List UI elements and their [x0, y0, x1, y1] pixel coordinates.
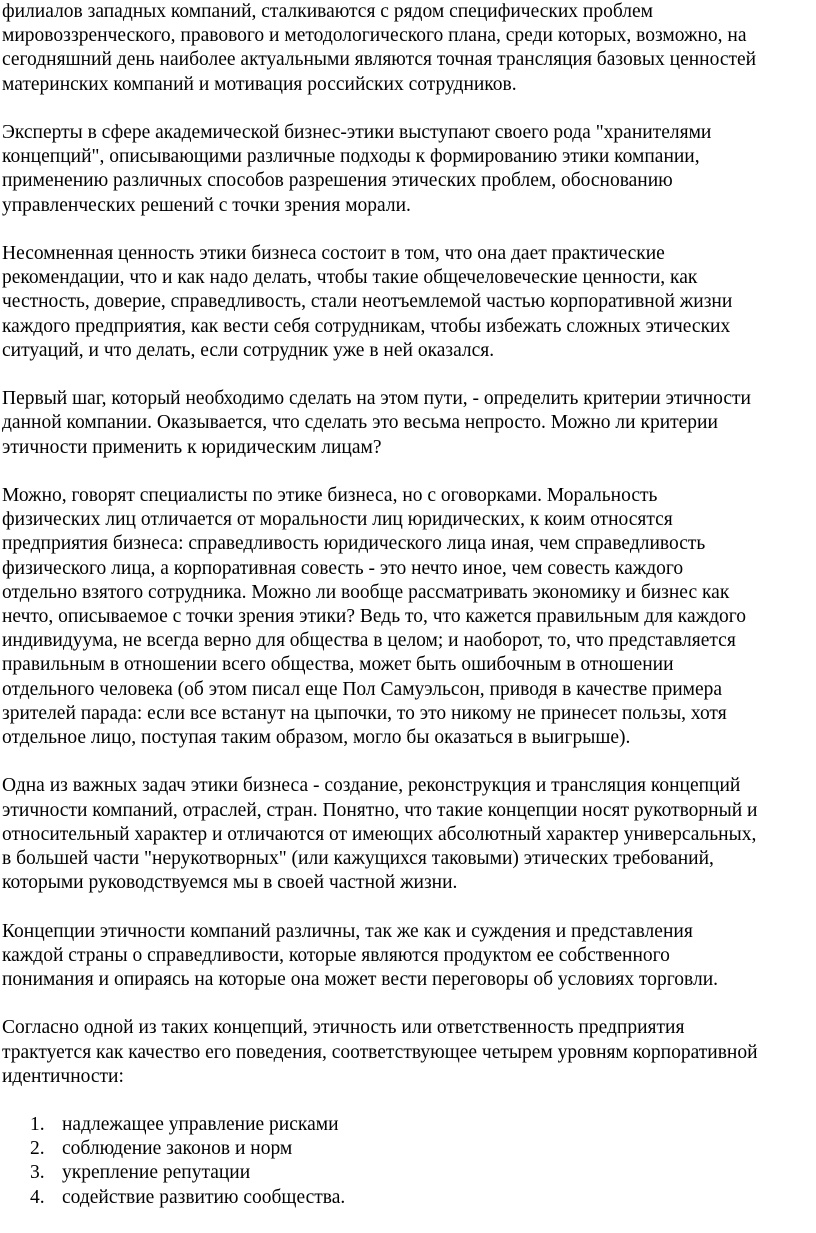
text-line: в большей части "нерукотворных" (или кажущихся таковыми) этических требований, [2, 848, 714, 870]
text-line: физических лиц отличается от моральности лиц юридических, к коим относятся [2, 509, 673, 531]
paragraph-gap [2, 895, 814, 919]
paragraph-gap [2, 460, 814, 484]
text-line: физического лица, а корпоративная совесть - это нечто иное, чем совесть каждого [2, 557, 684, 579]
text-line: Согласно одной из таких концепций, этичность или ответственность предприятия [2, 1017, 685, 1039]
paragraph-gap [2, 97, 814, 121]
paragraph-6 [2, 774, 814, 895]
text-line: отдельного человека (об этом писал еще Пол Самуэльсон, приводя в качестве примера [2, 678, 723, 700]
paragraph-7 [2, 920, 814, 993]
numbered-list [2, 1113, 814, 1210]
text-line: концепций", описывающими различные подходы к формированию этики компании, [2, 146, 700, 168]
list-item [2, 1113, 814, 1137]
text-line: управленческих решений с точки зрения морали. [2, 194, 411, 216]
paragraph-gap [2, 218, 814, 242]
text-line: индивидуума, не всегда верно для общества в целом; и наоборот, то, что представляется [2, 630, 736, 652]
text-line: Концепции этичности компаний различны, так же как и суждения и представления [2, 920, 693, 942]
text-line: которыми руководствуемся мы в своей частной жизни. [2, 872, 458, 894]
text-line: сегодняшний день наиболее актуальными являются точная трансляция базовых ценностей [2, 49, 757, 71]
list-item [2, 1137, 814, 1161]
text-line: зрителей парада: если все встанут на цыпочки, то это никому не принесет пользы, хотя [2, 702, 727, 724]
document-page [2, 0, 814, 1210]
text-line: материнских компаний и мотивация российских сотрудников. [2, 73, 517, 95]
text-line: этичности компаний, отраслей, стран. Понятно, что такие концепции носят рукотворный и [2, 799, 758, 821]
paragraph-2 [2, 121, 814, 218]
text-line: Можно, говорят специалисты по этике бизнеса, но с оговорками. Моральность [2, 485, 658, 506]
list-item-text: соблюдение законов и норм [62, 1138, 293, 1160]
list-item [2, 1186, 814, 1210]
text-line: нечто, описываемое с точки зрения этики? Ведь то, что кажется правильным для каждого [2, 606, 747, 628]
text-line: отдельное лицо, поступая таким образом, могло бы оказаться в выигрыше). [2, 727, 631, 749]
text-line: идентичности: [2, 1065, 124, 1087]
paragraph-8 [2, 1016, 814, 1089]
list-item [2, 1161, 814, 1185]
text-line: рекомендации, что и как надо делать, чтобы такие общечеловеческие ценности, как [2, 267, 698, 289]
text-line: честность, доверие, справедливость, стали неотъемлемой частью корпоративной жизни [2, 291, 733, 313]
text-line: мировоззренческого, правового и методологического плана, среди которых, возможно, на [2, 25, 747, 47]
text-line: отдельно взятого сотрудника. Можно ли вообще рассматривать экономику и бизнес как [2, 581, 730, 603]
text-line: Первый шаг, который необходимо сделать на этом пути, - определить критерии этичности [2, 388, 751, 410]
text-line: применению различных способов разрешения этических проблем, обоснованию [2, 170, 673, 192]
list-item-text: укрепление репутации [62, 1162, 251, 1184]
paragraph-4 [2, 387, 814, 460]
paragraph-1 [2, 0, 814, 97]
text-line: Несомненная ценность этики бизнеса состоит в том, что она дает практические [2, 243, 665, 264]
paragraph-gap [2, 992, 814, 1016]
list-item-text: содействие развитию сообщества. [62, 1186, 346, 1208]
text-line: Эксперты в сфере академической бизнес-этики выступают своего рода "хранителями [2, 122, 712, 143]
list-item-number: 3. [30, 1162, 45, 1184]
paragraph-5 [2, 484, 814, 750]
text-line: каждой страны о справедливости, которые являются продуктом ее собственного [2, 944, 670, 966]
text-line: понимания и опираясь на которые она может вести переговоры об условиях торговли. [2, 969, 719, 991]
paragraph-gap [2, 750, 814, 774]
paragraph-3 [2, 242, 814, 363]
text-line: предприятия бизнеса: справедливость юридического лица иная, чем справедливость [2, 533, 706, 555]
paragraph-gap [2, 363, 814, 387]
text-line: Одна из важных задач этики бизнеса - создание, реконструкция и трансляция концепций [2, 775, 741, 797]
text-line: каждого предприятия, как вести себя сотрудникам, чтобы избежать сложных этических [2, 315, 731, 337]
list-item-number: 1. [30, 1114, 45, 1136]
list-item-number: 4. [30, 1186, 45, 1208]
list-item-number: 2. [30, 1138, 45, 1160]
text-line: данной компании. Оказывается, что сделать это весьма непросто. Можно ли критерии [2, 412, 718, 434]
text-line: правильным в отношении всего общества, может быть ошибочным в отношении [2, 654, 674, 676]
text-line: этичности применить к юридическим лицам? [2, 436, 382, 458]
text-line: трактуется как качество его поведения, соответствующее четырем уровням корпоративной [2, 1041, 758, 1063]
list-item-text: надлежащее управление рисками [62, 1114, 339, 1136]
text-line: филиалов западных компаний, сталкиваются с рядом специфических проблем [2, 1, 653, 22]
text-line: ситуаций, и что делать, если сотрудник уже в ней оказался. [2, 339, 495, 361]
text-line: относительный характер и отличаются от имеющих абсолютный характер универсальных, [2, 823, 757, 845]
